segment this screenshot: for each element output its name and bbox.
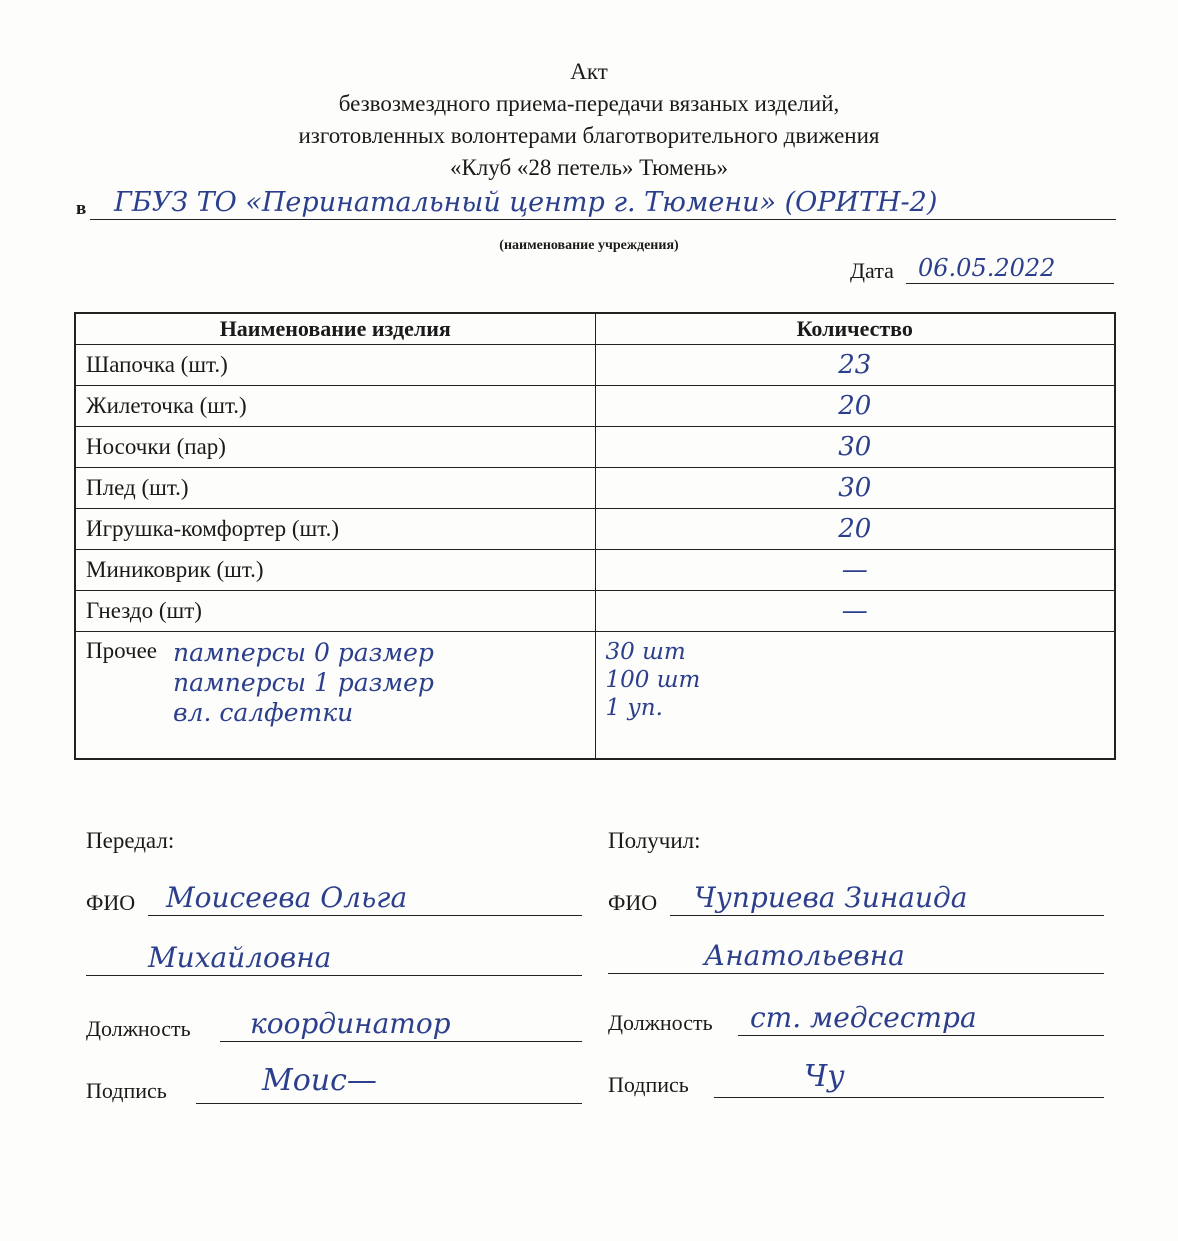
item-quantity: 23 — [595, 345, 1115, 386]
receiver-fio-underline — [670, 915, 1104, 916]
receiver-heading: Получил: — [608, 828, 701, 853]
sender-fio-line-1: Моисеева Ольга — [166, 881, 408, 914]
receiver-signature-underline — [714, 1097, 1104, 1098]
date-field — [850, 252, 1114, 286]
sender-fio-label: ФИО — [86, 890, 136, 915]
other-item: памперсы 1 размер — [173, 668, 434, 697]
other-items-cell — [75, 632, 595, 760]
items-table — [74, 312, 1116, 760]
item-quantity: — — [595, 591, 1115, 632]
receiver-fio-field — [608, 882, 1104, 918]
institution-caption: (наименование учреждения) — [499, 238, 679, 253]
header-item-name: Наименование изделия — [75, 313, 595, 345]
item-name: Плед (шт.) — [75, 468, 595, 509]
header-line-3: «Клуб «28 петель» Тюмень» — [449, 155, 729, 180]
item-quantity: 20 — [595, 386, 1115, 427]
table-header-row — [75, 313, 1115, 345]
other-label: Прочее — [86, 638, 157, 663]
other-quantity: 30 шт — [605, 639, 686, 665]
sender-fio-underline-2 — [86, 975, 582, 976]
document-header — [0, 56, 1178, 184]
table-row — [75, 386, 1115, 427]
receiver-signature-field — [608, 1059, 1104, 1100]
receiver-position-label: Должность — [608, 1010, 713, 1035]
institution-prefix: в — [76, 198, 87, 219]
sender-section — [86, 828, 582, 1118]
table-row — [75, 550, 1115, 591]
other-quantity: 1 уп. — [605, 695, 663, 721]
sender-position-underline — [220, 1041, 582, 1042]
other-quantities-cell — [595, 632, 1115, 760]
item-quantity: 30 — [595, 427, 1115, 468]
item-name: Шапочка (шт.) — [75, 345, 595, 386]
receiver-fio-line-1: Чуприева Зинаида — [694, 881, 968, 914]
receiver-fio-label: ФИО — [608, 890, 658, 915]
sender-position-label: Должность — [86, 1016, 191, 1041]
sender-signature-label: Подпись — [86, 1078, 167, 1103]
item-name: Жилеточка (шт.) — [75, 386, 595, 427]
sender-heading: Передал: — [86, 828, 175, 853]
sender-fio-line-2: Михайловна — [148, 941, 332, 974]
receiver-position-value: ст. медсестра — [750, 1001, 977, 1034]
receiver-position-field — [608, 1002, 1104, 1038]
sender-fio-field-2 — [86, 942, 582, 978]
other-quantity: 100 шт — [605, 667, 701, 693]
receiver-fio-line-2: Анатольевна — [704, 939, 905, 972]
item-name: Гнездо (шт) — [75, 591, 595, 632]
date-underline — [906, 283, 1114, 284]
sender-signature-underline — [196, 1103, 582, 1104]
document-title: Акт — [570, 59, 608, 84]
item-quantity: 20 — [595, 509, 1115, 550]
receiver-fio-field-2 — [608, 940, 1104, 976]
sender-fio-field — [86, 882, 582, 918]
receiver-position-underline — [738, 1035, 1104, 1036]
date-value: 06.05.2022 — [918, 254, 1056, 282]
table-row-other — [75, 632, 1115, 760]
sender-signature-field — [86, 1063, 582, 1106]
item-name: Миниковрик (шт.) — [75, 550, 595, 591]
item-quantity: — — [595, 550, 1115, 591]
sender-position-value: координатор — [250, 1007, 451, 1040]
institution-value: ГБУЗ ТО «Перинатальный центр г. Тюмени» (ОРИТН-2) — [114, 187, 938, 218]
table-row — [75, 509, 1115, 550]
other-item: вл. салфетки — [173, 698, 354, 727]
table-row — [75, 427, 1115, 468]
other-items-list — [173, 638, 434, 728]
date-label: Дата — [850, 258, 894, 283]
table-row — [75, 468, 1115, 509]
other-item: памперсы 0 размер — [173, 638, 434, 667]
sender-fio-underline — [148, 915, 582, 916]
item-name: Игрушка-комфортер (шт.) — [75, 509, 595, 550]
receiver-signature: Чу — [804, 1059, 845, 1094]
receiver-fio-underline-2 — [608, 973, 1104, 974]
item-name: Носочки (пар) — [75, 427, 595, 468]
receiver-signature-label: Подпись — [608, 1072, 689, 1097]
sender-position-field — [86, 1008, 582, 1044]
header-line-1: безвозмездного приема-передачи вязаных изделий, — [338, 91, 840, 116]
header-line-2: изготовленных волонтерами благотворительного движения — [298, 123, 880, 148]
item-quantity: 30 — [595, 468, 1115, 509]
table-row — [75, 345, 1115, 386]
institution-field — [76, 188, 1116, 228]
institution-underline — [90, 219, 1116, 220]
receiver-section — [608, 828, 1104, 1118]
table-row — [75, 591, 1115, 632]
sender-signature: Моис— — [262, 1063, 377, 1098]
header-quantity: Количество — [595, 313, 1115, 345]
